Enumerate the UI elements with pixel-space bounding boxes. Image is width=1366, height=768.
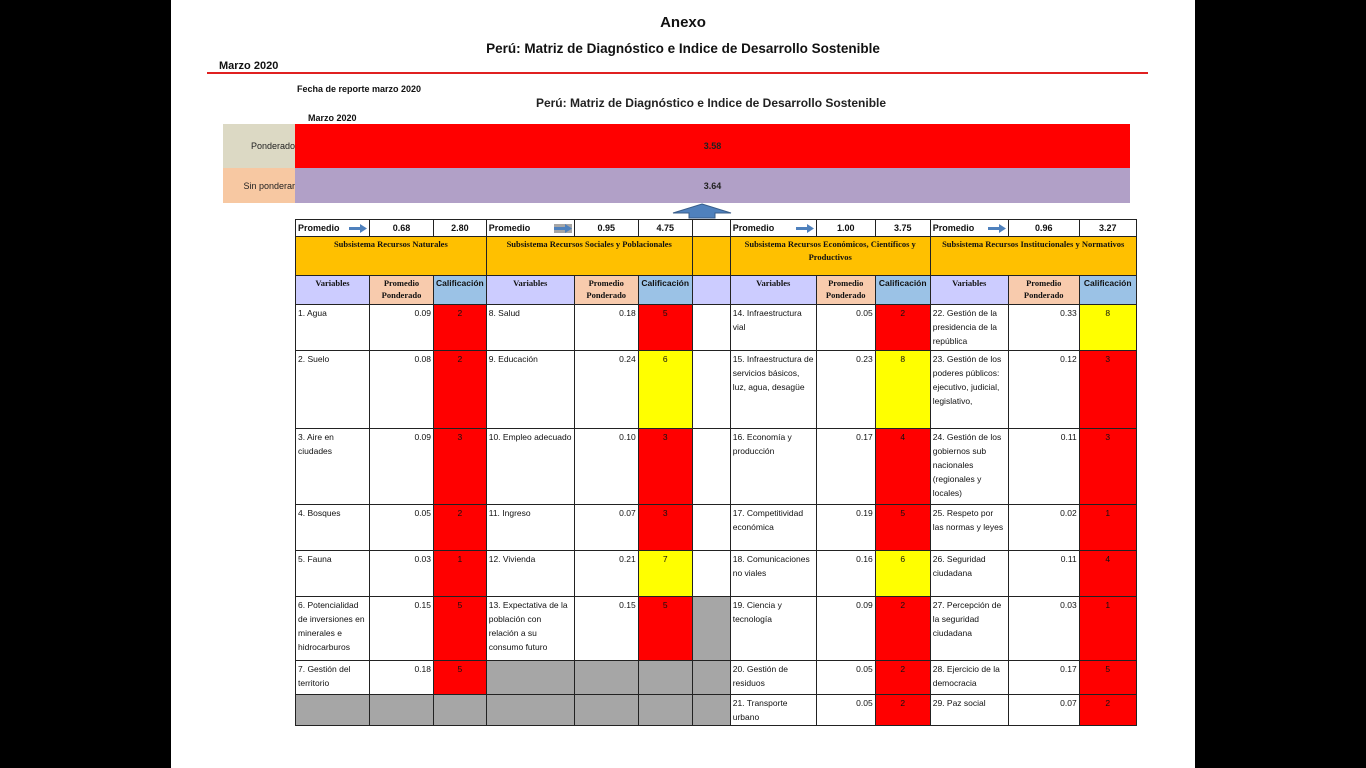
- spacer-cell: [692, 237, 730, 276]
- promedio-ponderado-cell: 0.05: [370, 505, 434, 551]
- promedio-value-4: 0.96: [1008, 220, 1079, 237]
- spacer-cell: [692, 505, 730, 551]
- variable-cell: 13. Expectativa de la población con relación a su consumo futuro: [486, 597, 574, 661]
- calificacion-cell: 2: [875, 695, 930, 726]
- header-calificacion: Calificación: [1079, 276, 1136, 305]
- calificacion-cell: 5: [638, 305, 692, 351]
- promedio-ponderado-cell: 0.10: [574, 429, 638, 505]
- variable-cell: 26. Seguridad ciudadana: [930, 551, 1008, 597]
- empty-cell: [638, 661, 692, 695]
- calificacion-value-4: 3.27: [1079, 220, 1136, 237]
- arrow-right-icon: [349, 224, 367, 233]
- header-variables: Variables: [730, 276, 816, 305]
- variable-cell: 5. Fauna: [296, 551, 370, 597]
- variable-cell: 15. Infraestructura de servicios básicos, luz, agua, desagüe: [730, 351, 816, 429]
- variable-cell: 6. Potencialidad de inversiones en minerales e hidrocarburos: [296, 597, 370, 661]
- page-subtitle: Perú: Matriz de Diagnóstico e Indice de Desarrollo Sostenible: [486, 41, 880, 56]
- promedio-ponderado-cell: 0.12: [1008, 351, 1079, 429]
- arrow-right-icon: [988, 224, 1006, 233]
- arrow-right-icon: [796, 224, 814, 233]
- calificacion-cell: 5: [1079, 661, 1136, 695]
- calificacion-cell: 1: [434, 551, 487, 597]
- variable-cell: 17. Competitividad económica: [730, 505, 816, 551]
- header-calificacion: Calificación: [875, 276, 930, 305]
- promedio-ponderado-cell: 0.09: [370, 305, 434, 351]
- calificacion-cell: 8: [875, 351, 930, 429]
- promedio-ponderado-cell: 0.16: [816, 551, 875, 597]
- promedio-ponderado-cell: 0.11: [1008, 551, 1079, 597]
- spacer-cell: [692, 429, 730, 505]
- promedio-label-1: [296, 220, 370, 237]
- variable-cell: 22. Gestión de la presidencia de la república: [930, 305, 1008, 351]
- promedio-value-1: 0.68: [370, 220, 434, 237]
- header-promedio-ponderado: Promedio Ponderado: [574, 276, 638, 305]
- header-variables: Variables: [486, 276, 574, 305]
- variable-cell: 14. Infraestructura vial: [730, 305, 816, 351]
- variable-cell: 16. Economía y producción: [730, 429, 816, 505]
- header-promedio-ponderado: Promedio Ponderado: [370, 276, 434, 305]
- subsystem-title-2: Subsistema Recursos Sociales y Poblacionales: [486, 237, 692, 276]
- calificacion-value-3: 3.75: [875, 220, 930, 237]
- sin-ponderar-bar: [295, 168, 1130, 203]
- calificacion-cell: 2: [434, 351, 487, 429]
- calificacion-cell: 1: [1079, 505, 1136, 551]
- sin-ponderar-label: Sin ponderar: [223, 168, 295, 203]
- promedio-ponderado-cell: 0.05: [816, 305, 875, 351]
- ponderado-bar: [295, 124, 1130, 168]
- promedio-value-2: 0.95: [574, 220, 638, 237]
- spacer-cell: [692, 220, 730, 237]
- page-title: Anexo: [660, 14, 706, 31]
- calificacion-cell: 5: [875, 505, 930, 551]
- variable-cell: 25. Respeto por las normas y leyes: [930, 505, 1008, 551]
- variable-cell: 28. Ejercicio de la democracia: [930, 661, 1008, 695]
- subsystem-title-4: Subsistema Recursos Institucionales y Normativos: [930, 237, 1136, 276]
- spacer-cell: [692, 551, 730, 597]
- spacer-cell: [692, 276, 730, 305]
- variable-cell: 2. Suelo: [296, 351, 370, 429]
- promedio-ponderado-cell: 0.07: [1008, 695, 1079, 726]
- divider-line: [207, 72, 1148, 74]
- empty-cell: [638, 695, 692, 726]
- promedio-label-3: [730, 220, 816, 237]
- promedio-ponderado-cell: 0.21: [574, 551, 638, 597]
- variable-cell: 19. Ciencia y tecnología: [730, 597, 816, 661]
- empty-cell: [486, 695, 574, 726]
- header-calificacion: Calificación: [638, 276, 692, 305]
- ponderado-label: Ponderado: [223, 124, 295, 168]
- arrow-right-icon: [554, 224, 572, 233]
- subsystem-title-3: Subsistema Recursos Económicos, Científicos y Productivos: [730, 237, 930, 276]
- diagnostic-matrix: [295, 219, 1137, 726]
- variable-cell: 24. Gestión de los gobiernos sub nacionales (regionales y locales): [930, 429, 1008, 505]
- matrix-title: Perú: Matriz de Diagnóstico e Indice de Desarrollo Sostenible: [535, 96, 887, 110]
- variable-cell: 7. Gestión del territorio: [296, 661, 370, 695]
- variable-cell: 29. Paz social: [930, 695, 1008, 726]
- calificacion-cell: 8: [1079, 305, 1136, 351]
- calificacion-value-2: 4.75: [638, 220, 692, 237]
- variable-cell: 8. Salud: [486, 305, 574, 351]
- promedio-ponderado-cell: 0.08: [370, 351, 434, 429]
- promedio-label-2: [486, 220, 574, 237]
- calificacion-cell: 3: [638, 505, 692, 551]
- calificacion-cell: 2: [875, 661, 930, 695]
- promedio-ponderado-cell: 0.03: [1008, 597, 1079, 661]
- promedio-ponderado-cell: 0.18: [370, 661, 434, 695]
- promedio-label-4: [930, 220, 1008, 237]
- calificacion-value-1: 2.80: [434, 220, 487, 237]
- variable-cell: 18. Comunicaciones no viales: [730, 551, 816, 597]
- variable-cell: 11. Ingreso: [486, 505, 574, 551]
- calificacion-cell: 2: [434, 305, 487, 351]
- promedio-value-3: 1.00: [816, 220, 875, 237]
- variable-cell: 3. Aire en ciudades: [296, 429, 370, 505]
- header-variables: Variables: [296, 276, 370, 305]
- calificacion-cell: 5: [434, 597, 487, 661]
- promedio-ponderado-cell: 0.05: [816, 695, 875, 726]
- calificacion-cell: 3: [638, 429, 692, 505]
- promedio-ponderado-cell: 0.33: [1008, 305, 1079, 351]
- promedio-ponderado-cell: 0.03: [370, 551, 434, 597]
- calificacion-cell: 5: [638, 597, 692, 661]
- empty-cell: [574, 661, 638, 695]
- promedio-ponderado-cell: 0.02: [1008, 505, 1079, 551]
- slide: [171, 0, 1195, 768]
- header-variables: Variables: [930, 276, 1008, 305]
- promedio-ponderado-cell: 0.17: [1008, 661, 1079, 695]
- matrix-date: Marzo 2020: [308, 113, 357, 123]
- spacer-cell: [692, 661, 730, 695]
- promedio-ponderado-cell: 0.09: [370, 429, 434, 505]
- promedio-ponderado-cell: 0.09: [816, 597, 875, 661]
- spacer-cell: [692, 351, 730, 429]
- variable-cell: 4. Bosques: [296, 505, 370, 551]
- calificacion-cell: 1: [1079, 597, 1136, 661]
- promedio-ponderado-cell: 0.15: [574, 597, 638, 661]
- promedio-ponderado-cell: 0.19: [816, 505, 875, 551]
- variable-cell: 9. Educación: [486, 351, 574, 429]
- calificacion-cell: 2: [875, 305, 930, 351]
- fecha-reporte: Fecha de reporte marzo 2020: [297, 84, 422, 94]
- calificacion-cell: 4: [1079, 551, 1136, 597]
- variable-cell: 10. Empleo adecuado: [486, 429, 574, 505]
- promedio-ponderado-cell: 0.11: [1008, 429, 1079, 505]
- calificacion-cell: 3: [1079, 429, 1136, 505]
- promedio-ponderado-cell: 0.05: [816, 661, 875, 695]
- promedio-ponderado-cell: 0.18: [574, 305, 638, 351]
- header-calificacion: Calificación: [434, 276, 487, 305]
- promedio-text: Promedio: [932, 223, 975, 233]
- header-promedio-ponderado: Promedio Ponderado: [1008, 276, 1079, 305]
- calificacion-cell: 4: [875, 429, 930, 505]
- variable-cell: 27. Percepción de la seguridad ciudadana: [930, 597, 1008, 661]
- variable-cell: 12. Vivienda: [486, 551, 574, 597]
- report-date: Marzo 2020: [219, 60, 279, 72]
- empty-cell: [434, 695, 487, 726]
- header-promedio-ponderado: Promedio Ponderado: [816, 276, 875, 305]
- empty-cell: [370, 695, 434, 726]
- spacer-cell: [692, 305, 730, 351]
- empty-cell: [296, 695, 370, 726]
- arrow-up-icon: [671, 203, 733, 219]
- promedio-text: Promedio: [298, 223, 340, 233]
- calificacion-cell: 6: [875, 551, 930, 597]
- promedio-ponderado-cell: 0.24: [574, 351, 638, 429]
- calificacion-cell: 2: [875, 597, 930, 661]
- calificacion-cell: 2: [1079, 695, 1136, 726]
- calificacion-cell: 6: [638, 351, 692, 429]
- calificacion-cell: 7: [638, 551, 692, 597]
- variable-cell: 20. Gestión de residuos: [730, 661, 816, 695]
- ponderado-value: 3.58: [703, 141, 722, 151]
- calificacion-cell: 3: [434, 429, 487, 505]
- empty-cell: [574, 695, 638, 726]
- promedio-text: Promedio: [488, 223, 531, 233]
- promedio-ponderado-cell: 0.23: [816, 351, 875, 429]
- promedio-ponderado-cell: 0.07: [574, 505, 638, 551]
- promedio-ponderado-cell: 0.15: [370, 597, 434, 661]
- promedio-text: Promedio: [732, 223, 775, 233]
- calificacion-cell: 3: [1079, 351, 1136, 429]
- spacer-cell: [692, 597, 730, 661]
- subsystem-title-1: Subsistema Recursos Naturales: [296, 237, 487, 276]
- calificacion-cell: 2: [434, 505, 487, 551]
- empty-cell: [486, 661, 574, 695]
- variable-cell: 23. Gestión de los poderes públicos: ejecutivo, judicial, legislativo,: [930, 351, 1008, 429]
- sin-ponderar-value: 3.64: [703, 180, 722, 191]
- variable-cell: 21. Transporte urbano: [730, 695, 816, 726]
- calificacion-cell: 5: [434, 661, 487, 695]
- promedio-ponderado-cell: 0.17: [816, 429, 875, 505]
- spacer-cell: [692, 695, 730, 726]
- variable-cell: 1. Agua: [296, 305, 370, 351]
